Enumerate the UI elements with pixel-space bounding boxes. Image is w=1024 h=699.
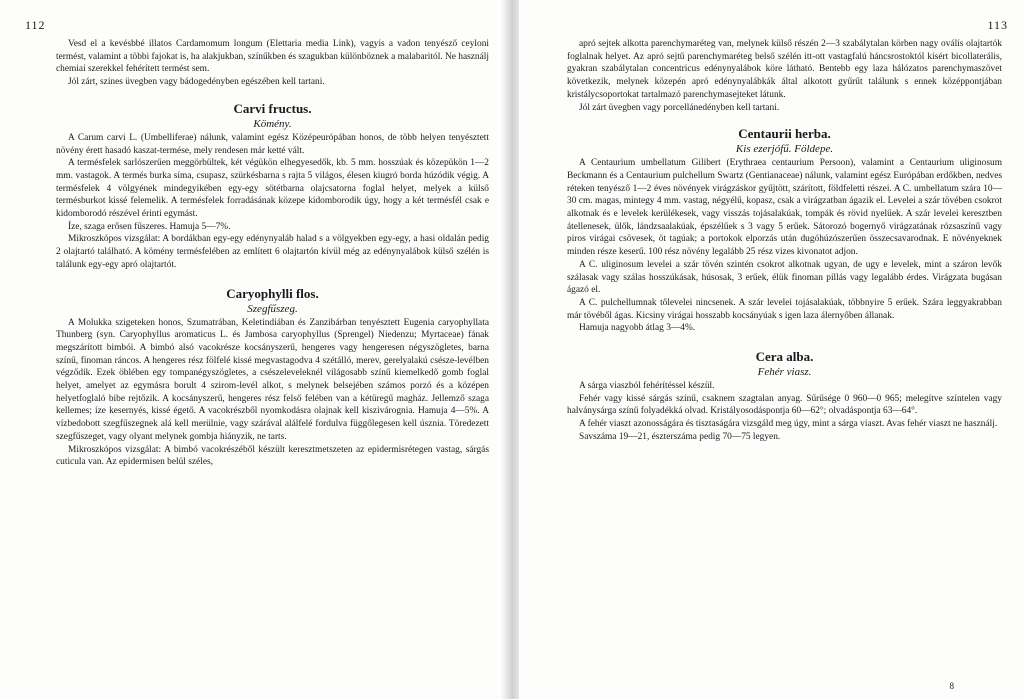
section-title-caryophylli: Caryophylli flos.: [226, 285, 319, 301]
left-page: [0, 0, 507, 699]
paragraph: Íze, szaga erősen fűszeres. Hamuja 5—7%.: [68, 221, 231, 232]
section-subtitle-caryophylli: Szegfűszeg.: [247, 302, 298, 315]
paragraph: Fehér vagy kissé sárgás színű, csaknem szagtalan anyag. Sűrűsége 0 960—0 965; melegítve színtelen vagy halványsárga színű folyadékká olvad. Kristályosodáspontja 60—62°; olvadáspontja 63—64°.: [567, 393, 1002, 417]
paragraph: Jól zárt üvegben vagy porcellánedényben kell tartani.: [579, 102, 780, 113]
paragraph: Savszáma 19—21, észterszáma pedig 70—75 legyen.: [579, 431, 781, 442]
paragraph: A sárga viaszból fehérítéssel készül.: [579, 381, 715, 392]
paragraph: Mikroszkópos vizsgálat: A bimbó vacokrészéből készült keresztmetszeten az epidermisrétegen vastag, sárgás cuticula van. Az epidermisen belül széles,: [56, 444, 489, 468]
section-title-centaurii: Centaurii herba.: [738, 126, 831, 142]
paragraph: A Carum carvi L. (Umbelliferae) nálunk, valamint egész Középeurópában honos, de több helyen tenyésztett növény érett hasadó kaszat-termése, mely rendesen már ketté vált.: [56, 132, 489, 156]
paragraph: Jól zárt, színes üvegben vagy bádogedényben egészében kell tartani.: [68, 77, 325, 88]
section-subtitle-centaurii: Kis ezerjófű. Földepe.: [735, 143, 834, 156]
page-number: 113: [987, 18, 1008, 32]
paragraph: A fehér viaszt azonosságára és tisztaságára vizsgáld meg úgy, mint a sárga viaszt. Avas fehér viaszt ne használj.: [579, 419, 998, 430]
printer-signature: 8: [949, 681, 954, 691]
section-subtitle-carvi: Kömény.: [253, 117, 292, 130]
section-title-cera: Cera alba.: [755, 349, 814, 365]
paragraph: A Molukka szigeteken honos, Szumatrában, Keletindiában és Zanzibárban tenyésztett Eugenia caryophyllata Thunberg (syn. Caryophyllus aromaticus L. és Jambosa caryophyllus (Sprengel) Niedenzu; Myrtaceae) fának megszárított bimbói. A bimbó alsó vacokrésze kocsányszerű, hengeres vagy hengeresen négyszögletes, barna színű, finoman ráncos. A hengeres rész fölfelé kissé megvastagodva 4 szétálló, merev, gerelyalakú csésze-levélben végződik. Ezek öblében egy tompanégyszögletes, a csészeleveleknél világosabb színű kiemelkedő gomb foglal helyet, amelyet az egymásra borult 4 szirom-levél alkot, s melynek belsejében számos porzó és a középen helyetfoglaló bibe rejtőzik. A kocsányszerű, hengeres rész felső felében van a kétüregű magház. Jellemző szaga kellemes; íze kesernyés, kissé égető. A vacokrészből nyomkodásra olajnak kell kiszivárognia. Hamuja 4—5%. A vízbedobott szegfűszegnek alá kell merülnie, vagy szárával alálfelé fordulva függőlegesen kell úsznia. Töredezett szegfűszeget, vagy olyant melynek gombja hiányzik, ne tarts.: [56, 317, 489, 442]
paragraph: A termésfelek sarlószerűen meggörbültek, két végükön elhegyesedők, kb. 5 mm. hosszúak és közepükön 1—2 mm. vastagok. A termés burka síma, csupasz, szürkésbarna s rajta 5 világos, élesen kiugró borda húzódik végig. A termésfelek 4 völgyének mindegyikében egy-egy sötétbarna olajcsatorna foglal helyet, melyek a külső termésburkot kissé felemelik. A termésfelek forradásának közepe kidomborodik úgy, hogy a két termésfél csak e kidomborodó részével érinti egymást.: [56, 158, 489, 220]
paragraph: A C. pulchellumnak tőlevelei nincsenek. A szár levelei tojásalakúak, többnyire 5 erűek. Szára leggyakrabban már tövéből ágas. Kicsiny virágai hosszabb kocsányúak s igen laza álernyőben állanak.: [567, 297, 1002, 321]
paragraph: Mikroszkópos vizsgálat: A bordákban egy-egy edénynyaláb halad s a völgyekben egy-egy, a hasi oldalán pedig 2 olajtartó található. A kömény termésfelében az említett 6 olajtartón kívül még az edénynyalábok külső szélén is találunk egy-egy apró olajtartót.: [56, 234, 489, 270]
section-title-carvi: Carvi fructus.: [233, 100, 312, 116]
paragraph: A C. uliginosum levelei a szár tövén szintén csokrot alkotnak ugyan, de ugy e levelek, mint a száron levők szálasak vagy szálas hosszúkásak, húsosak, 3 erűek, élük finoman pillás vagy legalább érdes. Virágzata bugásan ágazó el.: [567, 259, 1002, 296]
section-subtitle-cera: Fehér viasz.: [757, 366, 812, 379]
paragraph: apró sejtek alkotta parenchymaréteg van, melynek külső részén 2—3 szabálytalan körben nagy oválís olajtartók foglalnak helyet. Az apró sejtű parenchymaréteg belső szélén itt-ott vastagfalú háncsrostoktól kísért bicollaterális, gyakran szabálytalan concentricus edénynyalábok köre látható. Bentebb egy laza hálózatos parenchymaszövet következik, melynek közepén apró edénynyalábkák által alkotott gyűrűt találunk s ennek középpontjában kristálycsoportokat tartalmazó parenchymasejteket látunk.: [567, 39, 1002, 100]
paragraph: Vesd el a kevésbbé illatos Cardamomum longum (Elettaria media Link), vagyis a vadon tenyésző ceyloni termést, valamint a többi fajokat is, ha alakjukban, színűkben és szagukban különböznek a malabaritól. Ne használj chemiai szerekkel fehérített termést sem.: [56, 39, 489, 75]
right-page: [519, 0, 1024, 699]
paragraph: Hamuja nagyobb átlag 3—4%.: [579, 323, 696, 334]
page-number: 112: [25, 18, 46, 32]
paragraph: A Centaurium umbellatum Gilibert (Erythraea centaurium Persoon), valamint a Centaurium uliginosum Beckmann és a Centaurium pulchellum Swartz (Gentianaceae) nálunk, valamint egész Európában erdőkben, nedves réteken tenyésző 1—2 éves növények virágzáskor gyűjtött, szárított, földfeletti részei. A C. umbellatum szára 10—30 cm. magas, mintegy 4 mm. vastag, négyélű, kopasz, csak a virágzatban ágazik el. Levelei a szár tövében csokrot alkotnak és e levelek kerülékesek, vagy visszás tojásalakúak, tompák és rövid nyelűek. A szár levelei keresztben átellenesek, ülők, lándzsaalakúak, épszélűek s 3 vagy 5 erűek. Sátorozó bogernyő virágzatának rózsaszínű vagy piros virágai csövesek, öt tagúak; a portokok elporzás után dugóhúzószerűen összecsavarodnak. E növényeknek minden része keserű. 100 rész növény legalább 25 rész vizes kivonatot adjon.: [567, 158, 1002, 258]
